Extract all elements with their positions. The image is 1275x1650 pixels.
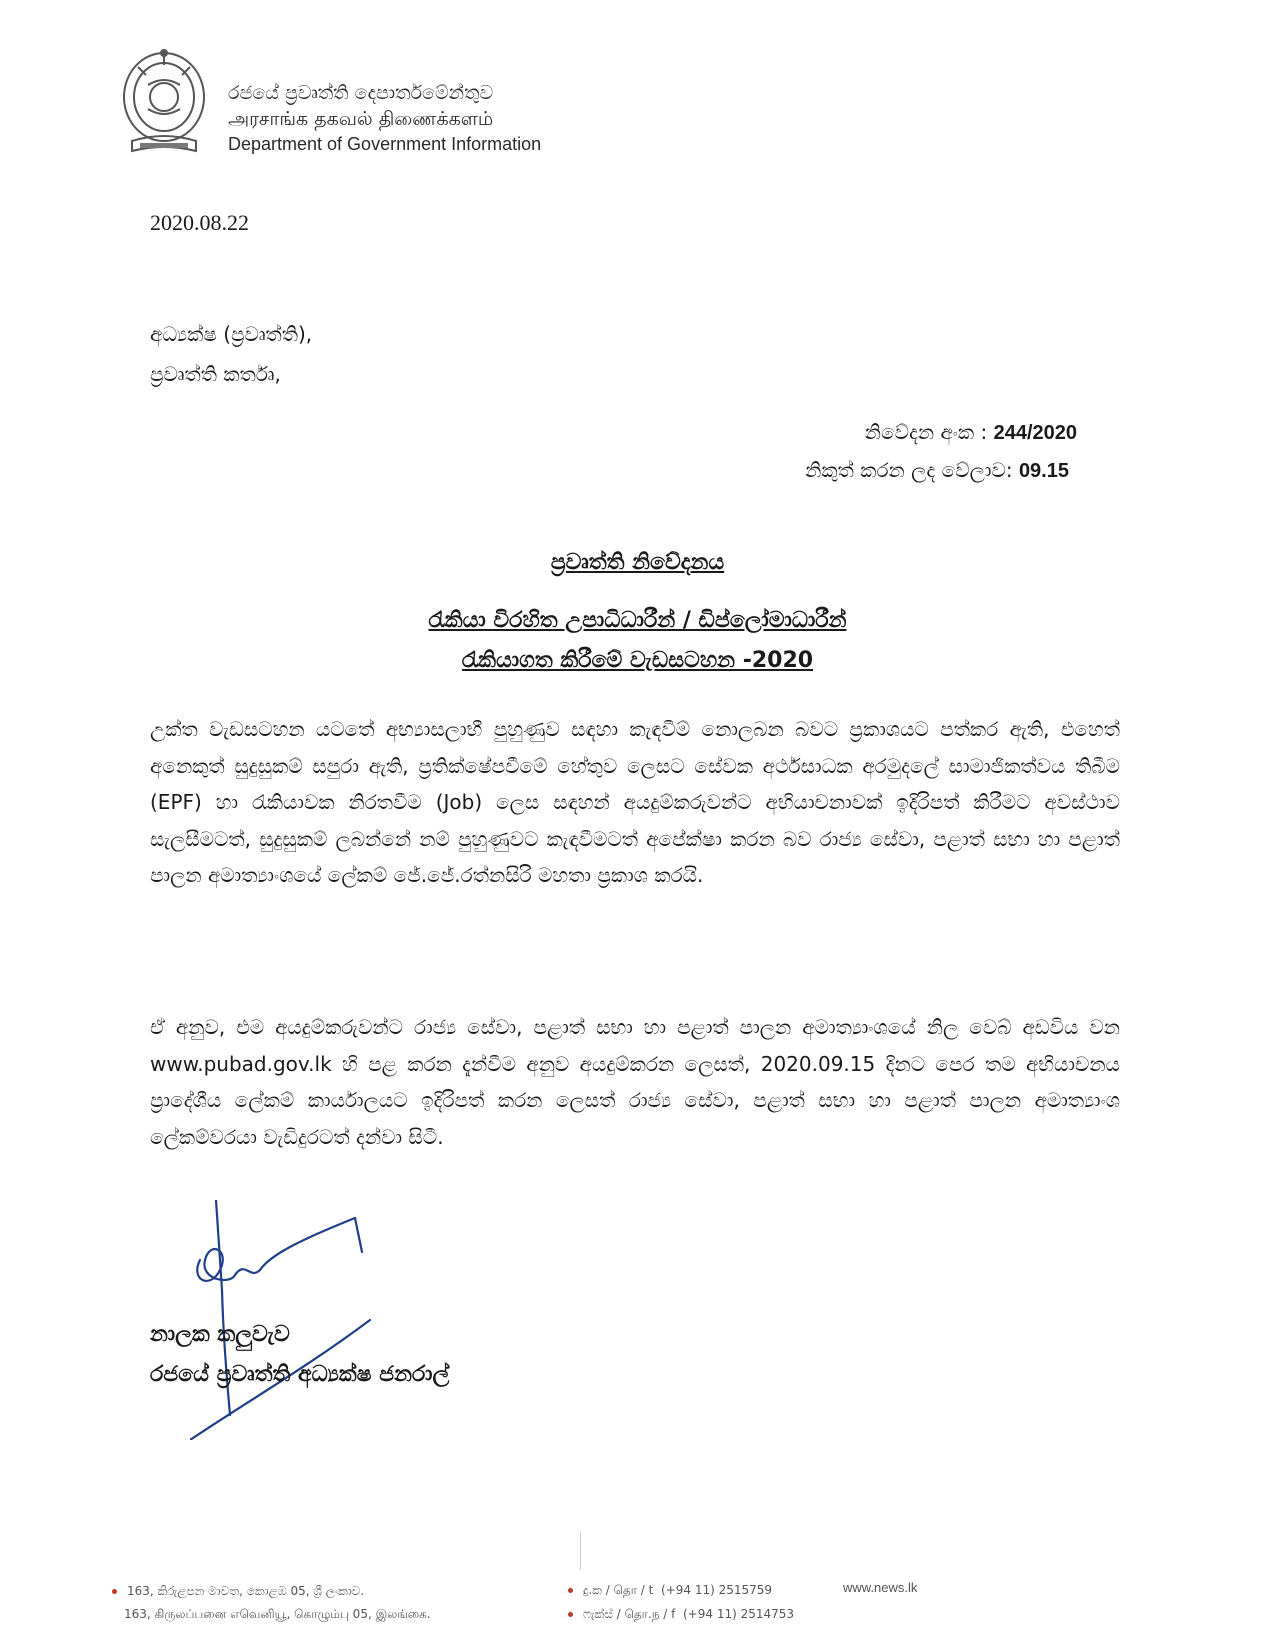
recipient-line-2: ප්‍රවෘත්ති කර්තෘ, <box>150 362 281 386</box>
footer-divider <box>580 1532 581 1570</box>
bullet-icon <box>112 1589 117 1594</box>
letterhead-tamil: அரசாங்க தகவல் திணைக்களம் <box>228 108 494 130</box>
footer-address-tamil: 163, கிருலப்பனை எவெனியூ, கொழும்பு 05, இலங்கை. <box>124 1607 431 1621</box>
letter-date: 2020.08.22 <box>150 210 249 235</box>
recipient-line-1: අධ්‍යක්ෂ (ප්‍රවෘත්ති), <box>150 322 313 346</box>
footer-fax: ෆැක්ස් / தொ.ந / f (+94 11) 2514753 <box>568 1607 794 1623</box>
subtitle-line-2: රැකියාගත කිරීමේ වැඩසටහන -2020 <box>461 648 814 673</box>
footer-website-link[interactable]: www.news.lk <box>843 1580 918 1595</box>
release-number-label: නිවේදන අංක : <box>864 420 988 444</box>
footer-telephone: දු.ක / தொ / t (+94 11) 2515759 <box>568 1583 772 1599</box>
release-time <box>805 458 1069 483</box>
signatory-name: නාලක කලුවැව <box>150 1322 290 1347</box>
bullet-icon <box>568 1588 573 1593</box>
page-title: ප්‍රවෘත්ති නිවේදනය <box>550 550 725 575</box>
bullet-icon <box>568 1612 573 1617</box>
release-number <box>865 420 1077 445</box>
subtitle-line-1: රැකියා විරහිත උපාධිධාරීන් / ඩිප්ලෝමාධාරීන් <box>428 608 847 633</box>
letterhead-sinhala: රජයේ ප්‍රවෘත්ති දෙපාර්තමේන්තුව <box>228 82 494 104</box>
signatory-title: රජයේ ප්‍රවෘත්ති අධ්‍යක්ෂ ජනරාල් <box>150 1362 450 1387</box>
release-time-label: නිකුත් කරන ලද වේලාව: <box>805 458 1013 482</box>
body-paragraph-1: උක්ත වැඩසටහන යටතේ අභ්‍යාසලාභී පුහුණුව සඳහා කැඳවීම් නොලබන බවට ප්‍රකාශයට පත්කර ඇති, එහෙත් අනෙකුත් සුදුසුකම් සපුරා ඇති, ප්‍රතික්ෂේපවීමේ හේතුව ලෙසට සේවක අර්ථසාධක අරමුදලේ සාමාජිකත්වය තිබීම (EPF) හා රැකියාවක නිරතවීම (Job) ලෙස සඳහන් අයදුම්කරුවන්ට අභියාචනාවක් ඉදිරිපත් කිරීමට අවස්ථාව සැලසීමටත්, සුදුසුකම් ලබන්නේ නම් පුහුණුවට කැඳවීමටත් අපේක්ෂා කරන බව රාජ්‍ය සේවා, පළාත් සභා හා පළාත් පාලන අමාත්‍යාංශයේ ලේකම් ජේ.ජේ.රත්නසිරි මහතා ප්‍රකාශ කරයි. <box>150 717 1120 887</box>
footer-address-sinhala: 163, කිරුළපන මාවත, කොළඹ 05, ශ්‍රී ලංකාව. <box>112 1584 364 1599</box>
letterhead-english: Department of Government Information <box>228 134 542 154</box>
signature-mark <box>190 1200 420 1440</box>
release-number-value: 244/2020 <box>993 422 1077 444</box>
release-time-value: 09.15 <box>1018 460 1069 482</box>
sri-lanka-emblem-icon <box>118 45 210 157</box>
body-paragraph-2: ඒ අනුව, එම අයදුම්කරුවන්ට රාජ්‍ය සේවා, පළාත් සභා හා පළාත් පාලන අමාත්‍යාංශයේ නිල වෙබ් අඩවිය වන www.pubad.gov.lk හි පළ කරන දැන්වීම අනුව අයදුම්කරන ලෙසත්, 2020.09.15 දිනට පෙර තම අභියාචනය ප්‍රාදේශීය ලේකම් කාර්යාලයට ඉදිරිපත් කරන ලෙසත් රාජ්‍ය සේවා, පළාත් සභා හා පළාත් පාලන අමාත්‍යාංශ ලේකම්වරයා වැඩිදුරටත් දන්වා සිටී. <box>150 1015 1120 1149</box>
